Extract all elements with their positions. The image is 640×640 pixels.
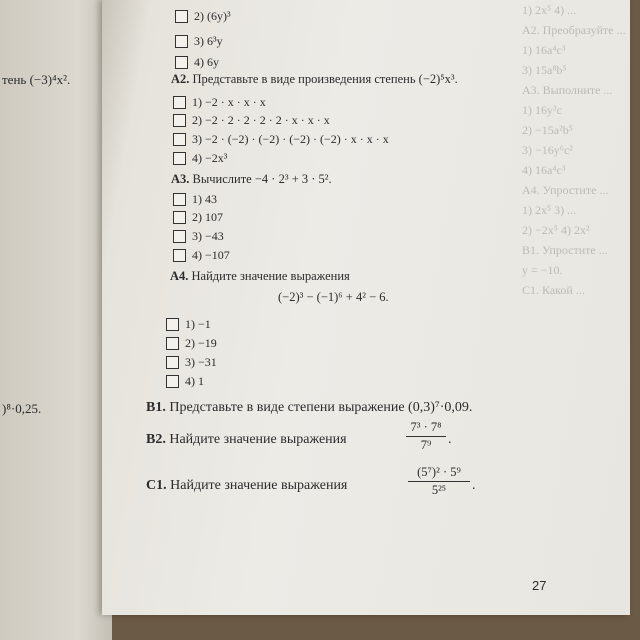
a4-option-4: 4) 1 (185, 374, 204, 388)
checkbox-a4-1[interactable] (166, 318, 179, 331)
a2-option-1: 1) −2 · x · x · x (192, 95, 266, 109)
bleed-through-text: 1) 2x⁵ 4) ... A2. Преобразуйте ... 1) 16a⁴c³ 3) 15a⁸b⁵ A3. Выполните ... 1) 16y³c 2) −15a²b⁵ 3) −16y⁶c² 4) 16a⁴c³ A4. Упростите ... 1) 2x⁵ 3) ... 2) −2x⁵ 4) 2x² B1. Упростите ... y = −10. C1. Какой ... (522, 3, 626, 297)
question-a4: A4. Найдите значение выражения (170, 269, 350, 283)
checkbox-a3-3[interactable] (173, 230, 186, 243)
checkbox-a2-3[interactable] (173, 133, 186, 146)
left-fragment-exponent: тень (−3)⁴x². (2, 72, 71, 87)
b2-period: . (448, 432, 452, 447)
b2-denominator: 7⁹ (420, 438, 432, 452)
c1-fraction (408, 465, 470, 498)
a3-option-1: 1) 43 (192, 192, 217, 206)
question-a3: A3. Вычислите −4 · 2³ + 3 · 5². (171, 172, 332, 186)
top-option-4: 4) 6y (194, 55, 219, 69)
checkbox-a2-1[interactable] (173, 96, 186, 109)
c1-numerator: (5⁷)² · 5⁹ (417, 465, 461, 479)
left-fragment-product: )⁸·0,25. (2, 401, 42, 416)
b2-fraction (406, 420, 446, 453)
right-page (102, 0, 630, 615)
checkbox-a3-1[interactable] (173, 193, 186, 206)
a2-option-2: 2) −2 · 2 · 2 · 2 · 2 · x · x · x (192, 113, 330, 127)
checkbox-a3-2[interactable] (173, 211, 186, 224)
checkbox-a2-2[interactable] (173, 114, 186, 127)
c1-fraction-bar (408, 481, 470, 482)
left-page (0, 0, 112, 640)
a3-option-3: 3) −43 (192, 229, 224, 243)
a3-option-4: 4) −107 (192, 248, 230, 262)
checkbox-top-opt4[interactable] (175, 56, 188, 69)
checkbox-top-opt3[interactable] (175, 35, 188, 48)
question-b1: B1. Представьте в виде степени выражение (0,3)⁷·0,09. (146, 400, 473, 415)
checkbox-a4-2[interactable] (166, 337, 179, 350)
c1-period: . (472, 478, 476, 493)
a4-option-3: 3) −31 (185, 355, 217, 369)
checkbox-a4-3[interactable] (166, 356, 179, 369)
top-option-3: 3) 6³y (194, 34, 223, 48)
a2-option-4: 4) −2x³ (192, 151, 228, 165)
question-a2: A2. Представьте в виде произведения степень (−2)⁵x³. (171, 72, 458, 86)
a3-option-2: 2) 107 (192, 210, 223, 224)
a4-option-1: 1) −1 (185, 317, 211, 331)
checkbox-a3-4[interactable] (173, 249, 186, 262)
b2-numerator: 7³ · 7⁸ (410, 420, 442, 434)
question-c1: C1. Найдите значение выражения (146, 478, 348, 493)
checkbox-a2-4[interactable] (173, 152, 186, 165)
question-b2: B2. Найдите значение выражения (146, 432, 347, 447)
checkbox-top-opt2[interactable] (175, 10, 188, 23)
top-option-2: 2) (6y)³ (194, 9, 231, 23)
a4-option-2: 2) −19 (185, 336, 217, 350)
a4-expression: (−2)³ − (−1)⁶ + 4² − 6. (278, 290, 389, 304)
a2-option-3: 3) −2 · (−2) · (−2) · (−2) · (−2) · x · x · x (192, 132, 389, 146)
page-number: 27 (532, 578, 547, 593)
checkbox-a4-4[interactable] (166, 375, 179, 388)
b2-fraction-bar (406, 436, 446, 437)
c1-denominator: 5²⁵ (431, 483, 447, 497)
